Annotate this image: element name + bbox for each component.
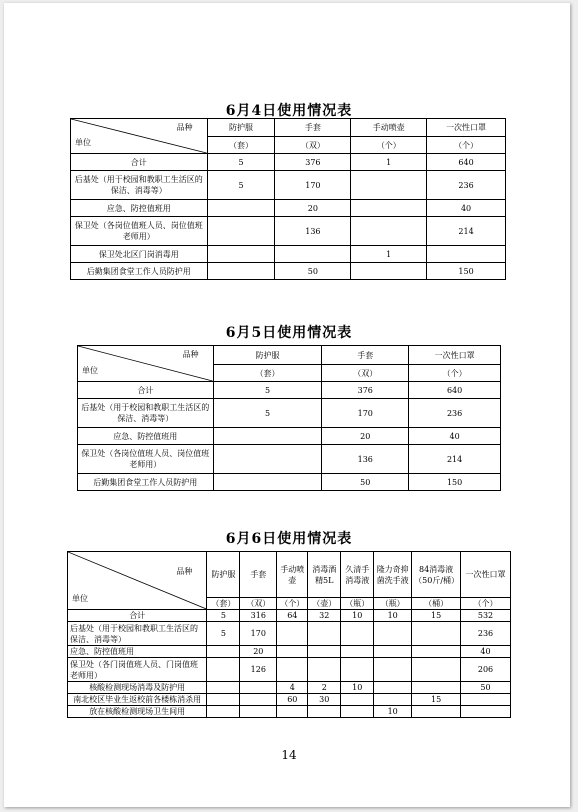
cell: 236 [409, 399, 501, 428]
cell [207, 694, 240, 706]
column-header: 隆力奇抑菌洗手液 [374, 552, 412, 598]
cell: 532 [461, 610, 511, 622]
cell: 50 [275, 263, 351, 280]
cell [351, 171, 427, 200]
table-row [71, 217, 506, 246]
cell [207, 706, 240, 718]
cell: 32 [308, 610, 341, 622]
cell: 236 [427, 171, 506, 200]
cell [277, 706, 308, 718]
column-header: 手动喷壶 [351, 119, 427, 137]
cell: 136 [275, 217, 351, 246]
unit-cell: （双） [322, 365, 409, 382]
cell [207, 646, 240, 658]
column-header: 久清手消毒液 [341, 552, 374, 598]
row-label: 南北校区毕业生返校前各楼栋消杀用 [68, 694, 207, 706]
cell: 640 [409, 382, 501, 399]
cell [427, 246, 506, 263]
cell: 40 [409, 428, 501, 445]
cell [341, 622, 374, 646]
table-row [71, 263, 506, 280]
cell [207, 658, 240, 682]
cell: 150 [409, 474, 501, 491]
cell: 50 [461, 682, 511, 694]
header-diagonal-cell [68, 552, 207, 610]
column-header: 一次性口罩 [427, 119, 506, 137]
column-header: 防护服 [207, 552, 240, 598]
table-row [68, 694, 511, 706]
cell [240, 682, 277, 694]
cell: 1 [351, 246, 427, 263]
cell: 1 [351, 154, 427, 171]
cell [308, 706, 341, 718]
cell [275, 246, 351, 263]
cell [351, 217, 427, 246]
cell: 5 [207, 622, 240, 646]
cell [213, 428, 322, 445]
cell [351, 200, 427, 217]
column-header: 一次性口罩 [409, 346, 501, 365]
header-unit-label: 单位 [82, 366, 98, 375]
cell: 15 [412, 694, 461, 706]
row-label: 保卫处北区门岗消毒用 [71, 246, 208, 263]
row-label: 后勤集团食堂工作人员防护用 [78, 474, 214, 491]
cell [412, 682, 461, 694]
row-label: 合计 [68, 610, 207, 622]
table-row [68, 706, 511, 718]
row-label: 合计 [78, 382, 214, 399]
row-label: 应急、防控值班用 [71, 200, 208, 217]
column-header: 手套 [322, 346, 409, 365]
table-row [78, 399, 501, 428]
cell: 214 [427, 217, 506, 246]
cell: 5 [213, 382, 322, 399]
cell [341, 706, 374, 718]
page-number: 14 [281, 748, 297, 762]
unit-cell: （套） [213, 365, 322, 382]
cell: 2 [308, 682, 341, 694]
cell: 136 [322, 445, 409, 474]
unit-cell: （个） [461, 598, 511, 610]
unit-cell: （壶） [308, 598, 341, 610]
cell: 60 [277, 694, 308, 706]
cell: 20 [240, 646, 277, 658]
table-row [71, 246, 506, 263]
cell: 50 [322, 474, 409, 491]
cell: 150 [427, 263, 506, 280]
table-title: 6月4日使用情况表 [225, 103, 353, 119]
unit-cell: （瓶） [374, 598, 412, 610]
unit-cell: （个） [351, 137, 427, 154]
cell: 170 [322, 399, 409, 428]
cell: 40 [461, 646, 511, 658]
cell [207, 682, 240, 694]
cell [374, 658, 412, 682]
column-header: 手套 [275, 119, 351, 137]
table-row [71, 154, 506, 171]
cell: 20 [275, 200, 351, 217]
row-label: 核酸检测现场消毒及防护用 [68, 682, 207, 694]
table-title: 6月6日使用情况表 [225, 531, 353, 547]
row-label: 应急、防控值班用 [68, 646, 207, 658]
cell [308, 622, 341, 646]
cell [213, 445, 322, 474]
cell: 640 [427, 154, 506, 171]
cell: 5 [207, 154, 275, 171]
table-row [68, 610, 511, 622]
unit-cell: （套） [207, 598, 240, 610]
cell [412, 622, 461, 646]
header-unit-label: 单位 [72, 594, 88, 603]
row-label: 保卫处（各门岗值班人员、门岗值班老师用） [68, 658, 207, 682]
column-header: 一次性口罩 [461, 552, 511, 598]
table-row [78, 382, 501, 399]
header-unit-label: 单位 [75, 138, 91, 147]
cell [240, 694, 277, 706]
cell [461, 694, 511, 706]
cell: 20 [322, 428, 409, 445]
unit-cell: （个） [409, 365, 501, 382]
cell [207, 263, 275, 280]
table-title: 6月5日使用情况表 [225, 325, 353, 341]
unit-cell: （瓶） [341, 598, 374, 610]
cell: 170 [240, 622, 277, 646]
usage-table-june-6 [67, 551, 511, 718]
row-label: 放在核酸检测现场卫生间用 [68, 706, 207, 718]
cell [277, 622, 308, 646]
cell: 5 [207, 171, 275, 200]
cell [374, 646, 412, 658]
header-diagonal-cell [71, 119, 208, 154]
cell [374, 694, 412, 706]
cell: 5 [207, 610, 240, 622]
row-label: 保卫处（各岗位值班人员、岗位值班老师用） [71, 217, 208, 246]
cell [461, 706, 511, 718]
unit-cell: （套） [207, 137, 275, 154]
cell [374, 682, 412, 694]
row-label: 合计 [71, 154, 208, 171]
usage-table-june-4 [70, 118, 506, 280]
cell [374, 622, 412, 646]
cell: 126 [240, 658, 277, 682]
column-header: 84消毒液（50斤/桶） [412, 552, 461, 598]
unit-cell: （双） [275, 137, 351, 154]
cell: 10 [341, 682, 374, 694]
cell: 40 [427, 200, 506, 217]
cell: 214 [409, 445, 501, 474]
table-row [78, 428, 501, 445]
unit-cell: （双） [240, 598, 277, 610]
cell [213, 474, 322, 491]
table-row [71, 200, 506, 217]
cell [341, 694, 374, 706]
cell [207, 217, 275, 246]
row-label: 后基处（用于校园和教职工生活区的保洁、消毒等） [71, 171, 208, 200]
cell [277, 658, 308, 682]
header-item-label: 品种 [176, 123, 193, 132]
cell: 316 [240, 610, 277, 622]
cell: 10 [374, 610, 412, 622]
cell [277, 646, 308, 658]
cell [341, 646, 374, 658]
cell [412, 646, 461, 658]
cell: 236 [461, 622, 511, 646]
cell [341, 658, 374, 682]
table-row [78, 445, 501, 474]
cell [412, 658, 461, 682]
column-header: 防护服 [213, 346, 322, 365]
cell: 10 [374, 706, 412, 718]
cell [412, 706, 461, 718]
row-label: 后勤集团食堂工作人员防护用 [71, 263, 208, 280]
column-header: 防护服 [207, 119, 275, 137]
table-row [71, 171, 506, 200]
unit-cell: （个） [277, 598, 308, 610]
cell: 15 [412, 610, 461, 622]
usage-table-june-5 [77, 345, 501, 491]
cell: 206 [461, 658, 511, 682]
cell: 4 [277, 682, 308, 694]
cell: 376 [322, 382, 409, 399]
cell: 376 [275, 154, 351, 171]
cell: 170 [275, 171, 351, 200]
header-diagonal-cell [78, 346, 214, 382]
cell [207, 246, 275, 263]
header-item-label: 品种 [176, 567, 193, 576]
cell: 10 [341, 610, 374, 622]
row-label: 应急、防控值班用 [78, 428, 214, 445]
row-label: 保卫处（各岗位值班人员、岗位值班老师用） [78, 445, 214, 474]
table-row [68, 682, 511, 694]
unit-cell: （桶） [412, 598, 461, 610]
table-row [68, 622, 511, 646]
cell [308, 658, 341, 682]
cell: 30 [308, 694, 341, 706]
cell [240, 706, 277, 718]
column-header: 手动喷壶 [277, 552, 308, 598]
cell [308, 646, 341, 658]
cell [207, 200, 275, 217]
cell: 5 [213, 399, 322, 428]
column-header: 手套 [240, 552, 277, 598]
table-row [78, 474, 501, 491]
column-header: 消毒酒精5L [308, 552, 341, 598]
cell [351, 263, 427, 280]
unit-cell: （个） [427, 137, 506, 154]
cell: 64 [277, 610, 308, 622]
header-item-label: 品种 [182, 350, 199, 359]
table-row [68, 658, 511, 682]
table-row [68, 646, 511, 658]
row-label: 后基处（用于校园和教职工生活区的保洁、消毒等） [68, 622, 207, 646]
row-label: 后基处（用于校园和教职工生活区的保洁、消毒等） [78, 399, 214, 428]
